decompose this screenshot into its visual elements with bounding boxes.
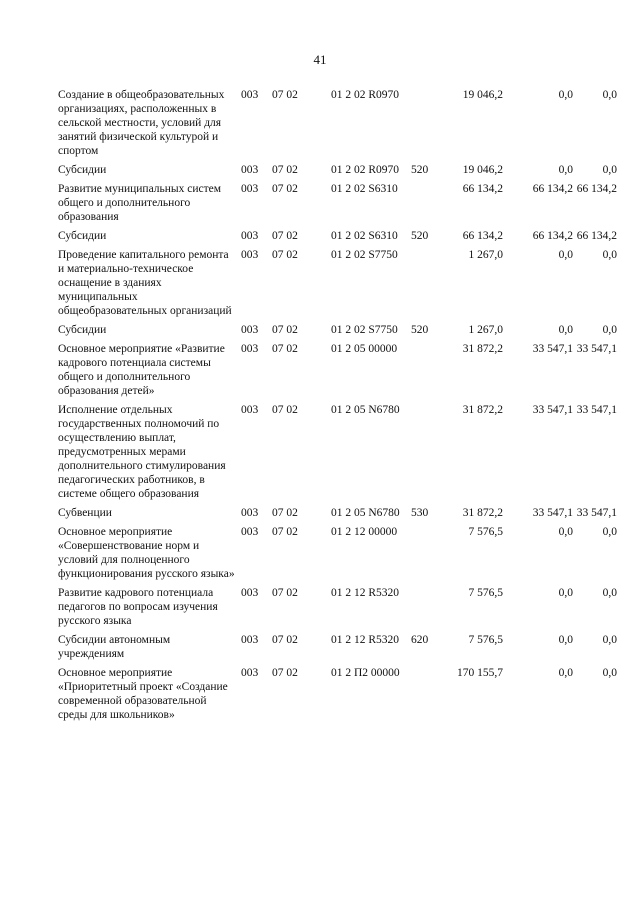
table-row [58,506,617,525]
row-ministry-code-cell: 003 [241,507,259,519]
row-ministry-code-cell: 003 [241,183,259,195]
row-target-article-cell: 01 2 02 S7750 [331,324,398,336]
row-sum-year1-cell: 1 267,0 [468,249,503,261]
row-expense-type-cell: 530 [411,507,429,519]
table-row [58,525,617,586]
row-target-article-cell: 01 2 02 S6310 [331,183,398,195]
table-row [58,633,617,666]
row-sum-year1-cell: 1 267,0 [468,324,503,336]
row-section-code-cell: 07 02 [272,526,298,538]
row-name-cell: Субсидии [58,164,107,176]
row-sum-year1-cell: 31 872,2 [462,507,503,519]
row-sum-year3-cell: 33 547,1 [576,343,617,355]
row-ministry-code-cell: 003 [241,249,259,261]
row-sum-year2-cell: 0,0 [558,587,573,599]
row-ministry-code-cell: 003 [241,343,259,355]
row-ministry-code-cell: 003 [241,324,259,336]
row-sum-year2-cell: 66 134,2 [532,230,573,242]
row-target-article-cell: 01 2 12 R5320 [331,634,400,646]
row-sum-year3-cell: 33 547,1 [576,507,617,519]
table-row [58,666,617,727]
table-row [58,403,617,506]
row-expense-type-cell [411,248,445,323]
row-expense-type-cell: 520 [411,164,429,176]
row-expense-type-cell: 620 [411,634,429,646]
row-target-article-cell: 01 2 05 N6780 [331,404,400,416]
row-section-code-cell: 07 02 [272,89,298,101]
row-sum-year1-cell: 31 872,2 [462,343,503,355]
row-sum-year3-cell: 0,0 [602,634,617,646]
row-name-cell: Основное мероприятие «Совершенствование норм и условий для полноценного функционирования русского языка» [58,526,235,580]
row-target-article-cell: 01 2 02 S7750 [331,249,398,261]
row-sum-year2-cell: 33 547,1 [532,343,573,355]
row-sum-year2-cell: 33 547,1 [532,404,573,416]
row-section-code-cell: 07 02 [272,587,298,599]
row-sum-year2-cell: 0,0 [558,526,573,538]
table-row [58,88,617,163]
row-sum-year2-cell: 0,0 [558,324,573,336]
row-target-article-cell: 01 2 02 R0970 [331,164,400,176]
row-sum-year1-cell: 31 872,2 [462,404,503,416]
row-target-article-cell: 01 2 02 R0970 [331,89,400,101]
row-target-article-cell: 01 2 02 S6310 [331,230,398,242]
row-name-cell: Проведение капитального ремонта и материально-техническое оснащение в зданиях муниципальных общеобразовательных организаций [58,249,232,317]
row-expense-type-cell [411,342,445,403]
row-ministry-code-cell: 003 [241,667,259,679]
row-sum-year3-cell: 0,0 [602,526,617,538]
table-row [58,163,617,182]
row-name-cell: Основное мероприятие «Развитие кадрового потенциала системы общего и дополнительного образования детей» [58,343,225,397]
row-name-cell: Развитие муниципальных систем общего и дополнительного образования [58,183,222,223]
row-section-code-cell: 07 02 [272,230,298,242]
table-row [58,323,617,342]
row-target-article-cell: 01 2 П2 00000 [331,667,400,679]
row-sum-year3-cell: 0,0 [602,249,617,261]
row-ministry-code-cell: 003 [241,89,259,101]
row-sum-year1-cell: 7 576,5 [468,634,503,646]
row-section-code-cell: 07 02 [272,183,298,195]
row-section-code-cell: 07 02 [272,249,298,261]
row-ministry-code-cell: 003 [241,634,259,646]
row-sum-year2-cell: 0,0 [558,249,573,261]
row-sum-year3-cell: 0,0 [602,324,617,336]
row-sum-year2-cell: 0,0 [558,667,573,679]
row-ministry-code-cell: 003 [241,230,259,242]
row-expense-type-cell [411,666,445,727]
row-section-code-cell: 07 02 [272,324,298,336]
row-expense-type-cell [411,88,445,163]
row-sum-year1-cell: 66 134,2 [462,230,503,242]
row-expense-type-cell [411,182,445,229]
row-sum-year3-cell: 66 134,2 [576,183,617,195]
row-section-code-cell: 07 02 [272,634,298,646]
row-section-code-cell: 07 02 [272,343,298,355]
row-target-article-cell: 01 2 05 N6780 [331,507,400,519]
row-name-cell: Субсидии автономным учреждениям [58,634,171,660]
budget-table [58,88,617,727]
row-sum-year3-cell: 0,0 [602,587,617,599]
row-name-cell: Основное мероприятие «Приоритетный проект «Создание современной образовательной среды для школьников» [58,667,228,721]
row-sum-year1-cell: 170 155,7 [457,667,503,679]
table-row [58,342,617,403]
row-sum-year3-cell: 66 134,2 [576,230,617,242]
row-ministry-code-cell: 003 [241,587,259,599]
row-sum-year3-cell: 33 547,1 [576,404,617,416]
row-expense-type-cell: 520 [411,324,429,336]
table-row [58,229,617,248]
row-sum-year1-cell: 66 134,2 [462,183,503,195]
row-sum-year1-cell: 7 576,5 [468,526,503,538]
row-sum-year3-cell: 0,0 [602,667,617,679]
row-ministry-code-cell: 003 [241,164,259,176]
row-sum-year2-cell: 0,0 [558,634,573,646]
row-name-cell: Развитие кадрового потенциала педагогов по вопросам изучения русского языка [58,587,218,627]
row-sum-year2-cell: 0,0 [558,164,573,176]
row-expense-type-cell: 520 [411,230,429,242]
row-name-cell: Субсидии [58,324,107,336]
table-row [58,248,617,323]
row-expense-type-cell [411,586,445,633]
row-sum-year2-cell: 33 547,1 [532,507,573,519]
row-expense-type-cell [411,403,445,506]
row-expense-type-cell [411,525,445,586]
row-name-cell: Создание в общеобразовательных организациях, расположенных в сельской местности, условий для занятий физической культурой и спортом [58,89,225,157]
row-name-cell: Субсидии [58,230,107,242]
row-sum-year1-cell: 19 046,2 [462,89,503,101]
row-target-article-cell: 01 2 12 R5320 [331,587,400,599]
row-target-article-cell: 01 2 05 00000 [331,343,398,355]
row-sum-year1-cell: 19 046,2 [462,164,503,176]
row-sum-year2-cell: 66 134,2 [532,183,573,195]
row-target-article-cell: 01 2 12 00000 [331,526,398,538]
row-ministry-code-cell: 003 [241,526,259,538]
row-sum-year3-cell: 0,0 [602,164,617,176]
row-sum-year3-cell: 0,0 [602,89,617,101]
page-number: 41 [313,52,327,67]
row-name-cell: Субвенции [58,507,112,519]
row-name-cell: Исполнение отдельных государственных полномочий по осуществлению выплат, предусмотренных мерами дополнительного стимулирования педагогических работников, в системе общего образования [58,404,226,500]
row-section-code-cell: 07 02 [272,164,298,176]
table-row [58,586,617,633]
row-section-code-cell: 07 02 [272,507,298,519]
table-row [58,182,617,229]
row-section-code-cell: 07 02 [272,667,298,679]
budget-table-body [58,88,617,727]
row-section-code-cell: 07 02 [272,404,298,416]
row-sum-year2-cell: 0,0 [558,89,573,101]
row-ministry-code-cell: 003 [241,404,259,416]
row-sum-year1-cell: 7 576,5 [468,587,503,599]
